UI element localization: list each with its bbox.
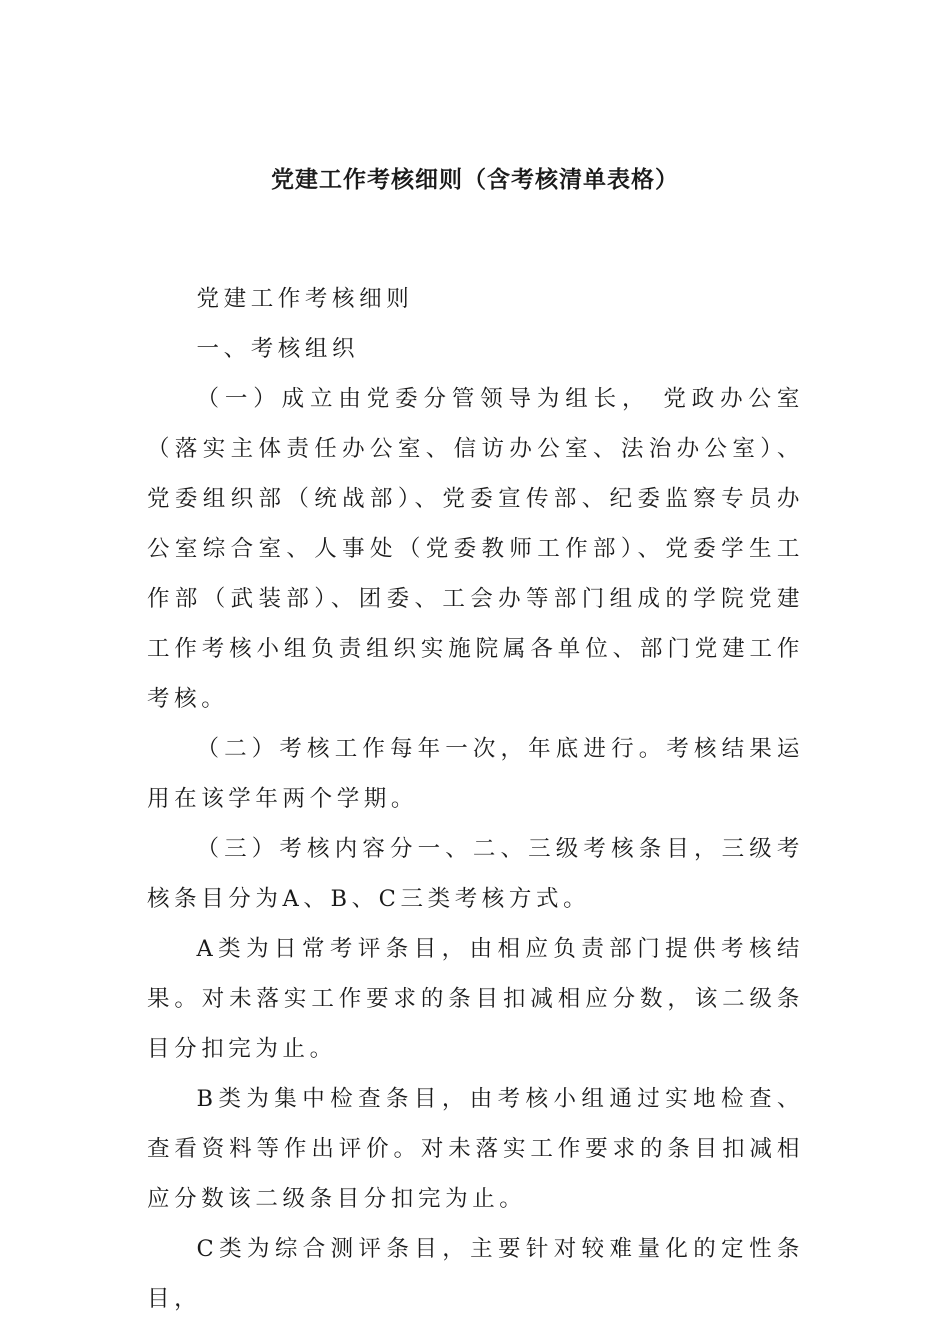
paragraph: C类为综合测评条目，主要针对较难量化的定性条目， [147, 1236, 804, 1312]
paragraph: B类为集中检查条目，由考核小组通过实地检查、查看资料等作出评价。对未落实工作要求的条目扣减相应分数该二级条目分扣完为止。 [147, 1086, 804, 1212]
section-heading: 一、考核组织 [196, 336, 360, 362]
paragraph: A类为日常考评条目，由相应负责部门提供考核结果。对未落实工作要求的条目扣减相应分数，该二级条目分扣完为止。 [147, 936, 804, 1062]
document-body [147, 274, 804, 1324]
paragraph: （三）考核内容分一、二、三级考核条目，三级考核条目分为A、B、C三类考核方式。 [147, 836, 804, 912]
document-title: 党建工作考核细则（含考核清单表格） [271, 166, 679, 193]
paragraph: （二）考核工作每年一次，年底进行。考核结果运用在该学年两个学期。 [147, 736, 804, 812]
paragraph: （一）成立由党委分管领导为组长， 党政办公室（落实主体责任办公室、信访办公室、法治办公室）、党委组织部（统战部）、党委宣传部、纪委监察专员办公室综合室、人事处（党委教师工作部）、党委学生工作部（武装部）、团委、工会办等部门组成的学院党建工作考核小组负责组织实施院属各单位、部门党建工作考核。 [147, 386, 804, 712]
paragraph-heading: 党建工作考核细则 [196, 286, 414, 312]
